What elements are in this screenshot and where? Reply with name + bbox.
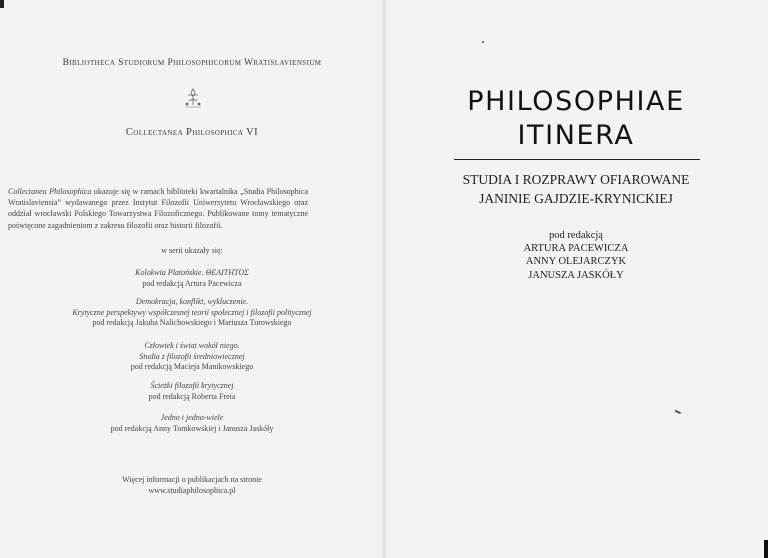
book-subtitle xyxy=(384,170,768,208)
volume-title: Jedno i jedno-wiele xyxy=(160,413,224,422)
collectanea-title: Collectanea Philosophica VI xyxy=(125,127,259,138)
more-info xyxy=(0,475,384,496)
editors-block xyxy=(384,229,768,282)
volume-title: Kolokwia Platońskie. ΘΕΑΙΤΗΤΟΣ xyxy=(135,268,249,277)
volume-entry xyxy=(0,268,384,289)
in-series-label: w serii ukazały się: xyxy=(161,246,223,255)
right-page xyxy=(384,0,768,558)
volume-title: Demokracja, konflikt, wykluczenie. xyxy=(135,297,249,306)
volume-subtitle: Krytyczne perspektywy współczesnej teorii społecznej i filozofii politycznej xyxy=(72,307,312,317)
title-divider xyxy=(454,159,700,160)
series-description-text: ukazuje się w ramach biblioteki kwartalnika „Studia Philosophica Wratislaviensia” wydawanego przez Instytut Filozofii Uniwersytetu Wrocławskiego oraz oddział wrocławski Polskiego Towarzystwa Filozoficznego. Publikowane tomy tematyczne poświęcone zagadnieniom z zakresu filozofii oraz historii filozofii. xyxy=(8,187,309,230)
scan-speck xyxy=(482,41,484,43)
editor-name: ANNY OLEJARCZYK xyxy=(525,256,627,268)
series-header: Bibliotheca Studiorum Philosophicorum Wratislaviensium xyxy=(62,58,322,68)
volume-title: Człowiek i świat wokół niego. xyxy=(144,341,240,350)
volume-editor: pod redakcją Anny Tomkowskiej i Janusza Jaskóły xyxy=(110,423,274,433)
volume-editor: pod redakcją Macieja Manikowskiego xyxy=(130,362,254,371)
more-info-text: Więcej informacji o publikacjach na stronie xyxy=(122,475,262,484)
volume-editor: pod redakcją Roberta Freia xyxy=(148,391,236,401)
emblem-icon xyxy=(176,87,210,109)
editor-name: ARTURA PACEWICZA xyxy=(523,243,629,255)
volume-entry xyxy=(0,381,384,402)
series-name-italic: Collectanea Philosophica xyxy=(8,187,92,196)
volume-entry xyxy=(0,297,384,329)
volume-entry xyxy=(0,413,384,434)
series-description xyxy=(8,186,308,231)
book-title-line2: ITINERA xyxy=(517,120,635,151)
subtitle-line1: STUDIA I ROZPRAWY OFIAROWANE xyxy=(462,172,690,187)
volume-editor: pod redakcją Artura Pacewicza xyxy=(142,278,242,288)
volume-entry xyxy=(0,341,384,373)
subtitle-line2: JANINIE GAJDZIE-KRYNICKIEJ xyxy=(479,191,673,206)
book-title-line1: PHILOSOPHIAE xyxy=(467,86,685,117)
volume-title: Ścieżki filozofii krytycznej xyxy=(150,381,234,390)
volume-subtitle: Studia z filozofii średniowiecznej xyxy=(139,351,245,361)
volume-editor: pod redakcją Jakuba Nalichowskiego i Mariusza Turowskiego xyxy=(92,318,292,327)
editor-name: JANUSZA JASKÓŁY xyxy=(528,269,624,281)
editors-label: pod redakcją xyxy=(549,230,603,241)
website-link[interactable]: www.studiaphilosophica.pl xyxy=(148,485,236,495)
